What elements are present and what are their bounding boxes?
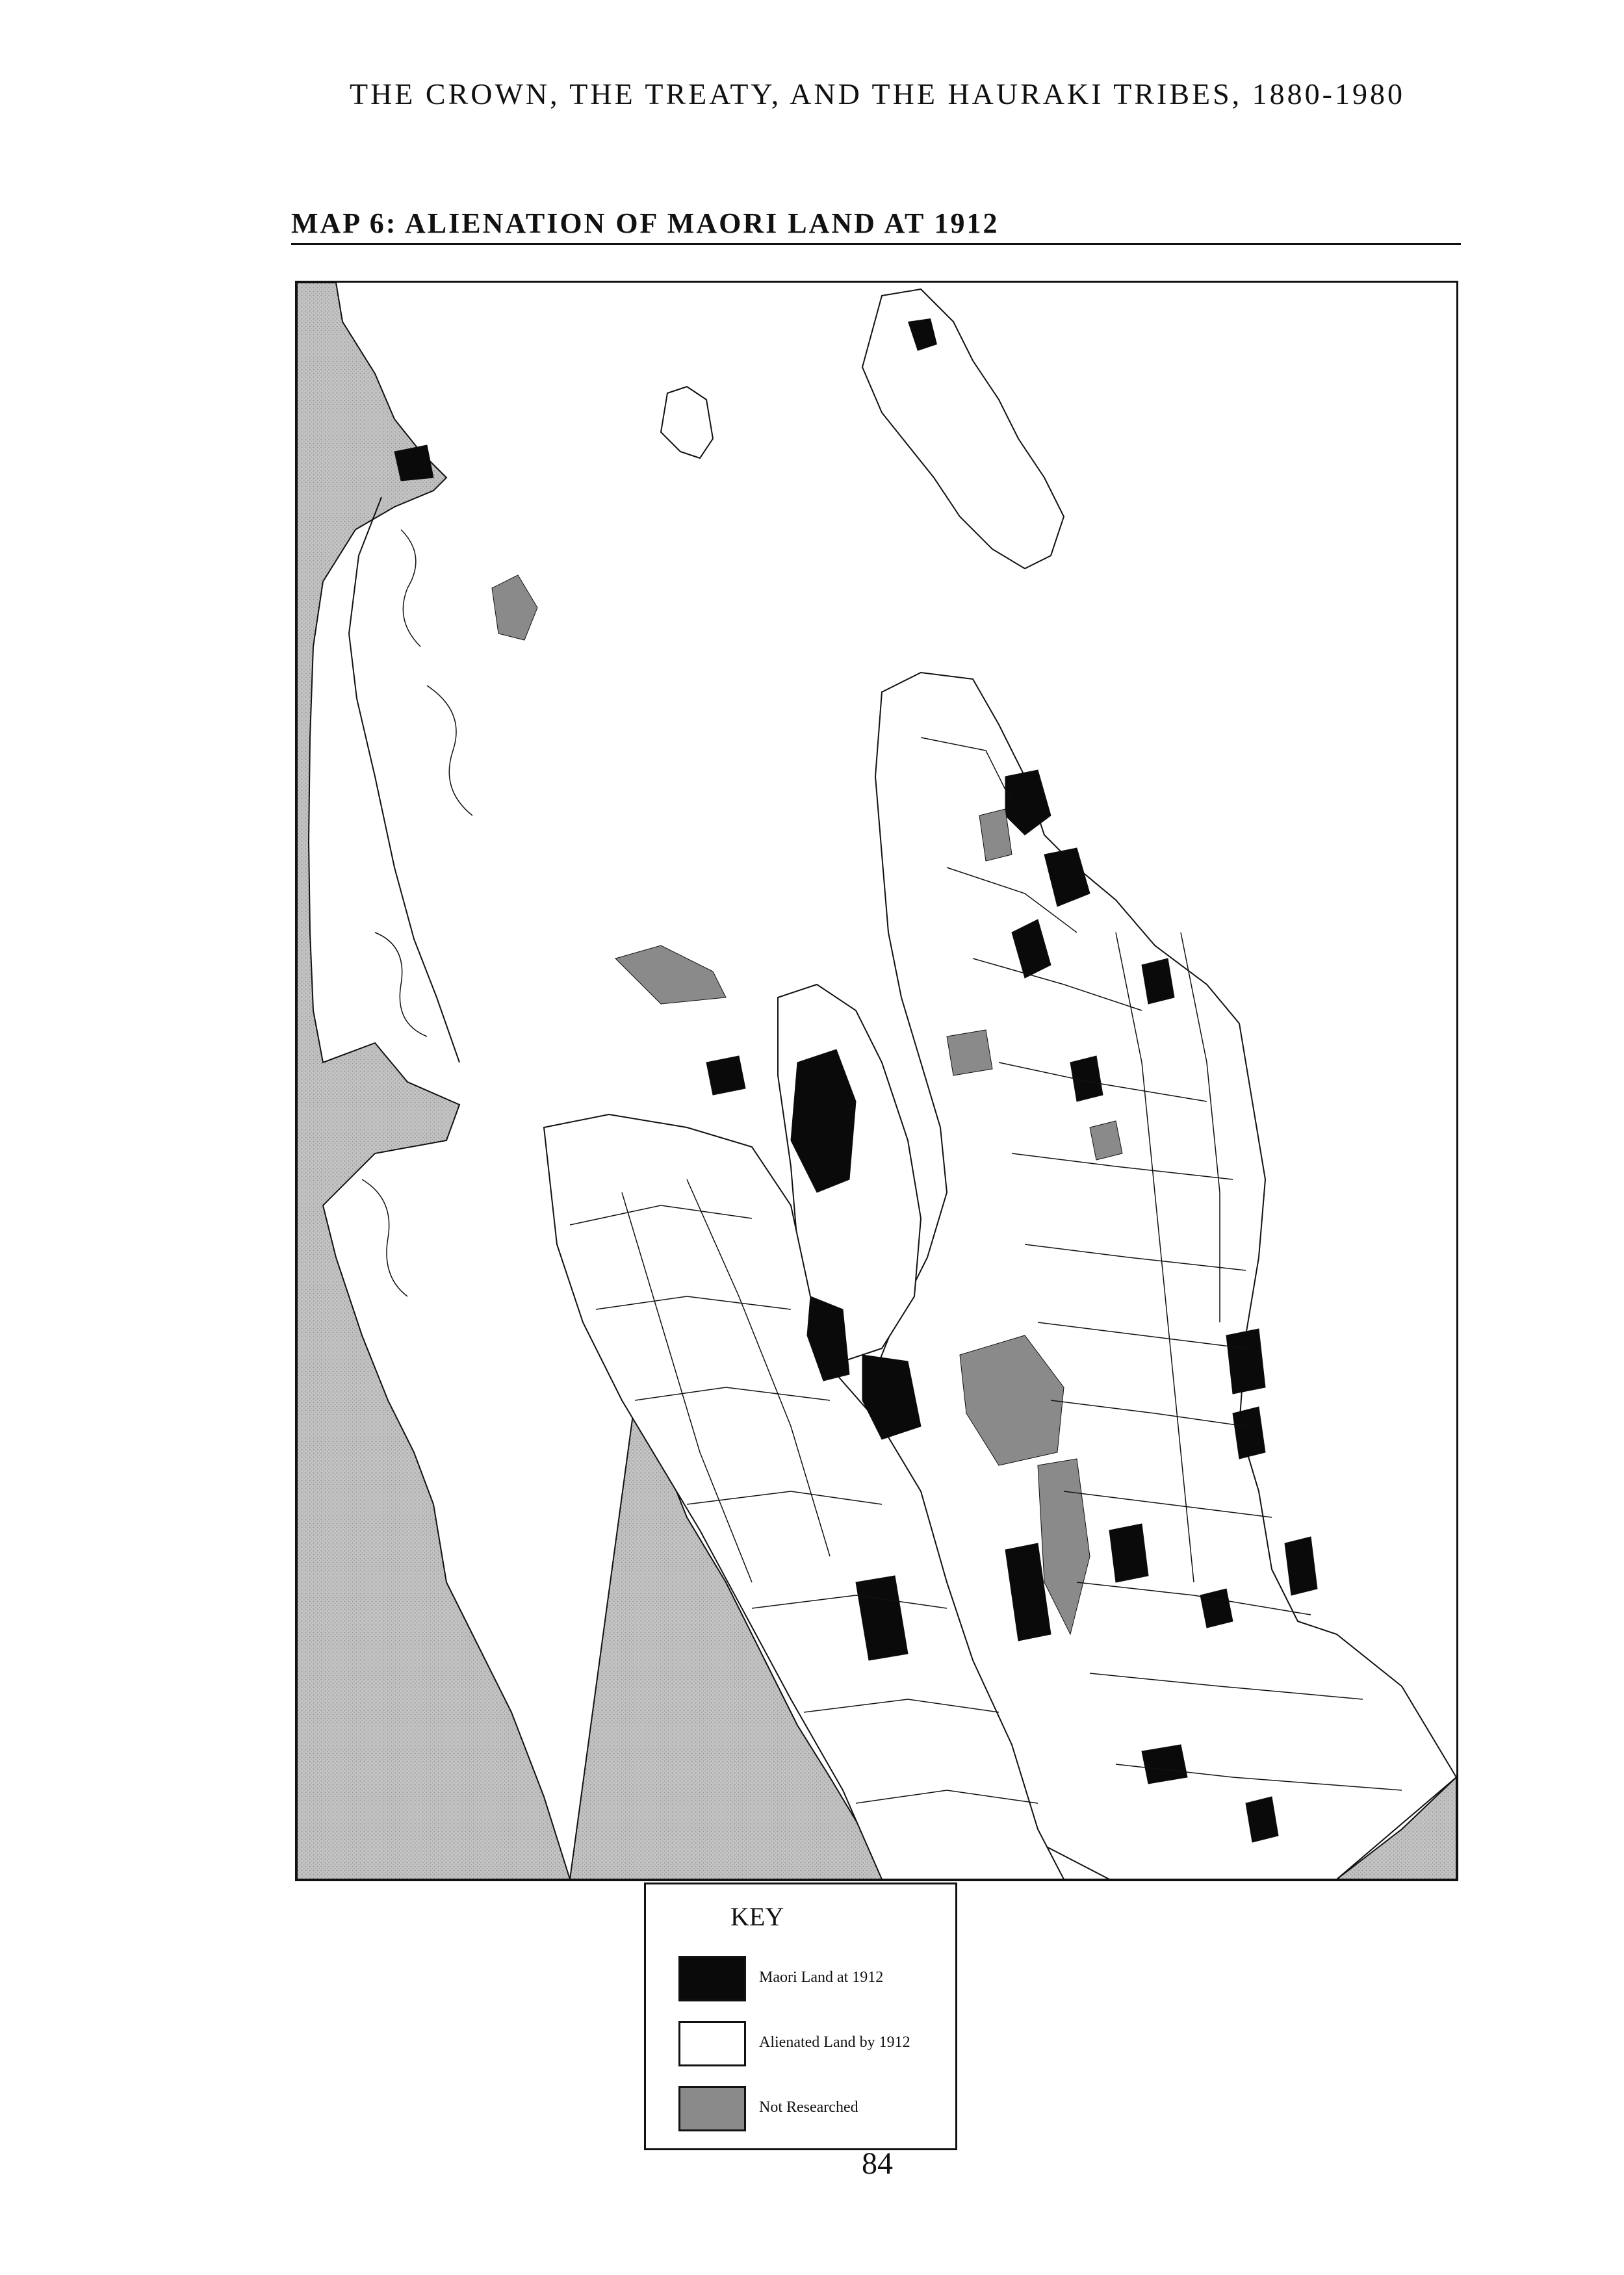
key-swatch-not-researched [678,2086,746,2131]
map-frame [295,281,1458,2116]
key-label-not-researched: Not Researched [759,2099,858,2116]
key-row-alienated-land [678,2021,951,2066]
running-head: THE CROWN, THE TREATY, AND THE HAURAKI TRIBES, 1880-1980 [349,77,1406,110]
map-canvas [297,283,1456,1879]
key-row-maori-land [678,1956,951,2001]
key-label-maori-land: Maori Land at 1912 [759,1969,884,1986]
key-row-not-researched [678,2086,951,2131]
title-rule [291,243,1461,245]
map-key [644,1883,957,2150]
west-inner-shore [349,497,459,1062]
key-swatch-alienated-land [678,2021,746,2066]
key-swatch-maori-land [678,1956,746,2001]
map-title: MAP 6: ALIENATION OF MAORI LAND AT 1912 [291,207,999,239]
island-north [661,387,713,458]
western-landmass [297,283,570,1879]
west-inlets [362,530,472,1296]
island-great-barrier [862,289,1064,569]
page-number: 84 [862,2146,893,2181]
key-title: KEY [730,1902,784,1931]
key-label-alienated-land: Alienated Land by 1912 [759,2034,910,2051]
